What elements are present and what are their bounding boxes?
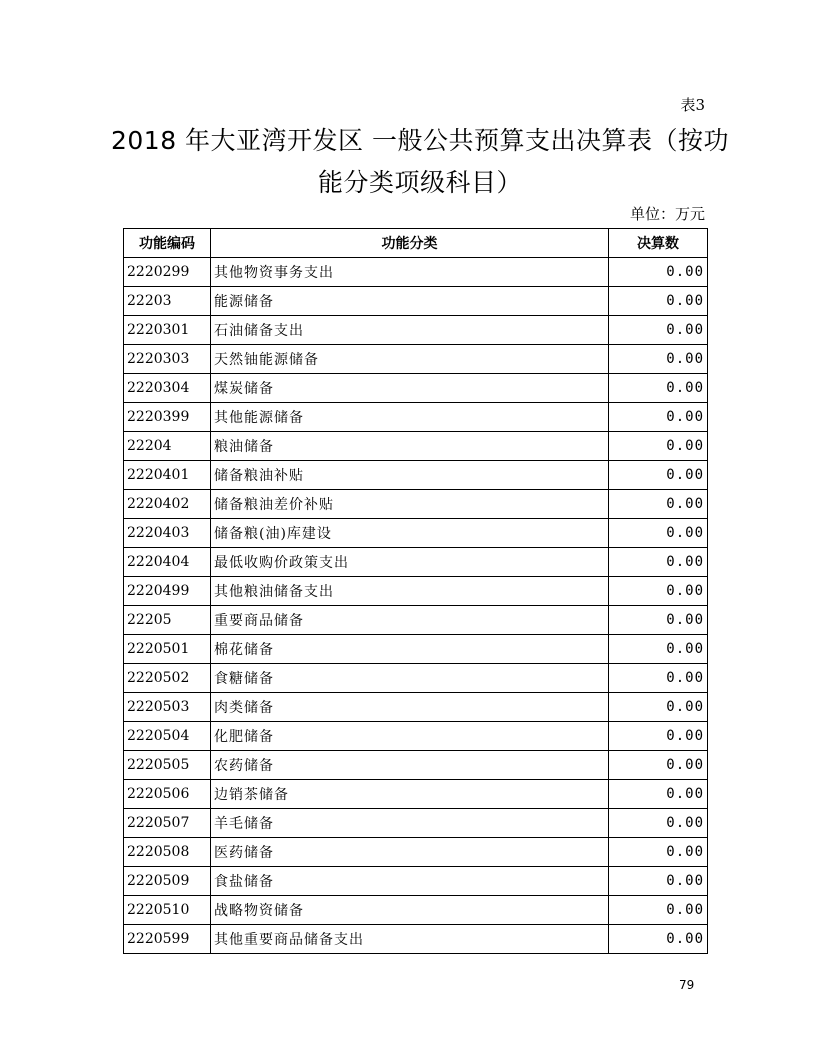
function-name-cell: 最低收购价政策支出 (211, 548, 609, 577)
amount-cell: 0.00 (609, 867, 708, 896)
function-code-cell: 2220501 (124, 635, 211, 664)
header-name: 功能分类 (211, 229, 609, 258)
table-row (124, 461, 708, 490)
title-line-2: 能分类项级科目） (317, 168, 522, 197)
function-code-cell: 22203 (124, 287, 211, 316)
function-name-cell: 煤炭储备 (211, 374, 609, 403)
function-code-cell: 2220402 (124, 490, 211, 519)
amount-cell: 0.00 (609, 925, 708, 954)
function-name-cell: 医药储备 (211, 838, 609, 867)
table-row (124, 403, 708, 432)
function-name-cell: 石油储备支出 (211, 316, 609, 345)
table-row (124, 925, 708, 954)
table-row (124, 838, 708, 867)
amount-cell: 0.00 (609, 287, 708, 316)
table-row (124, 432, 708, 461)
function-name-cell: 粮油储备 (211, 432, 609, 461)
function-code-cell: 2220508 (124, 838, 211, 867)
amount-cell: 0.00 (609, 548, 708, 577)
function-code-cell: 2220502 (124, 664, 211, 693)
table-row (124, 577, 708, 606)
function-name-cell: 农药储备 (211, 751, 609, 780)
function-name-cell: 重要商品储备 (211, 606, 609, 635)
table-row (124, 345, 708, 374)
amount-cell: 0.00 (609, 780, 708, 809)
amount-cell: 0.00 (609, 316, 708, 345)
table-row (124, 258, 708, 287)
table-number-label: 表3 (680, 96, 705, 114)
function-name-cell: 战略物资储备 (211, 896, 609, 925)
function-code-cell: 2220301 (124, 316, 211, 345)
function-name-cell: 储备粮油差价补贴 (211, 490, 609, 519)
table-row (124, 287, 708, 316)
function-name-cell: 其他重要商品储备支出 (211, 925, 609, 954)
amount-cell: 0.00 (609, 693, 708, 722)
amount-cell: 0.00 (609, 635, 708, 664)
function-code-cell: 2220503 (124, 693, 211, 722)
table-row (124, 751, 708, 780)
function-name-cell: 食盐储备 (211, 867, 609, 896)
amount-cell: 0.00 (609, 432, 708, 461)
function-code-cell: 2220404 (124, 548, 211, 577)
function-name-cell: 天然铀能源储备 (211, 345, 609, 374)
amount-cell: 0.00 (609, 461, 708, 490)
budget-table (123, 228, 708, 954)
function-code-cell: 2220504 (124, 722, 211, 751)
table-row (124, 635, 708, 664)
table-row (124, 374, 708, 403)
amount-cell: 0.00 (609, 490, 708, 519)
function-code-cell: 22204 (124, 432, 211, 461)
table-header-row (124, 229, 708, 258)
amount-cell: 0.00 (609, 519, 708, 548)
function-name-cell: 肉类储备 (211, 693, 609, 722)
function-name-cell: 其他物资事务支出 (211, 258, 609, 287)
function-name-cell: 储备粮(油)库建设 (211, 519, 609, 548)
table-row (124, 316, 708, 345)
table-row (124, 606, 708, 635)
function-code-cell: 2220399 (124, 403, 211, 432)
function-code-cell: 2220507 (124, 809, 211, 838)
amount-cell: 0.00 (609, 374, 708, 403)
function-code-cell: 2220510 (124, 896, 211, 925)
function-code-cell: 2220299 (124, 258, 211, 287)
amount-cell: 0.00 (609, 577, 708, 606)
function-name-cell: 化肥储备 (211, 722, 609, 751)
amount-cell: 0.00 (609, 751, 708, 780)
function-code-cell: 2220304 (124, 374, 211, 403)
function-code-cell: 2220505 (124, 751, 211, 780)
amount-cell: 0.00 (609, 722, 708, 751)
function-name-cell: 能源储备 (211, 287, 609, 316)
function-code-cell: 2220499 (124, 577, 211, 606)
amount-cell: 0.00 (609, 258, 708, 287)
header-code: 功能编码 (124, 229, 211, 258)
function-name-cell: 边销茶储备 (211, 780, 609, 809)
page-title (100, 120, 740, 204)
table-row (124, 664, 708, 693)
function-name-cell: 其他粮油储备支出 (211, 577, 609, 606)
function-code-cell: 2220403 (124, 519, 211, 548)
function-name-cell: 羊毛储备 (211, 809, 609, 838)
amount-cell: 0.00 (609, 664, 708, 693)
table-row (124, 809, 708, 838)
table-row (124, 490, 708, 519)
function-name-cell: 食糖储备 (211, 664, 609, 693)
unit-label: 单位：万元 (629, 205, 705, 223)
table-row (124, 548, 708, 577)
amount-cell: 0.00 (609, 345, 708, 374)
amount-cell: 0.00 (609, 403, 708, 432)
table-row (124, 867, 708, 896)
table-row (124, 693, 708, 722)
amount-cell: 0.00 (609, 896, 708, 925)
function-code-cell: 22205 (124, 606, 211, 635)
function-name-cell: 棉花储备 (211, 635, 609, 664)
page-number: 79 (679, 978, 695, 992)
function-code-cell: 2220401 (124, 461, 211, 490)
table-row (124, 722, 708, 751)
function-code-cell: 2220506 (124, 780, 211, 809)
header-amount: 决算数 (609, 229, 708, 258)
title-line-1: 2018 年大亚湾开发区 一般公共预算支出决算表（按功 (110, 126, 730, 155)
function-code-cell: 2220509 (124, 867, 211, 896)
amount-cell: 0.00 (609, 838, 708, 867)
function-name-cell: 其他能源储备 (211, 403, 609, 432)
table-row (124, 519, 708, 548)
function-code-cell: 2220303 (124, 345, 211, 374)
amount-cell: 0.00 (609, 809, 708, 838)
amount-cell: 0.00 (609, 606, 708, 635)
function-name-cell: 储备粮油补贴 (211, 461, 609, 490)
function-code-cell: 2220599 (124, 925, 211, 954)
table-body (124, 258, 708, 954)
table-row (124, 780, 708, 809)
table-row (124, 896, 708, 925)
